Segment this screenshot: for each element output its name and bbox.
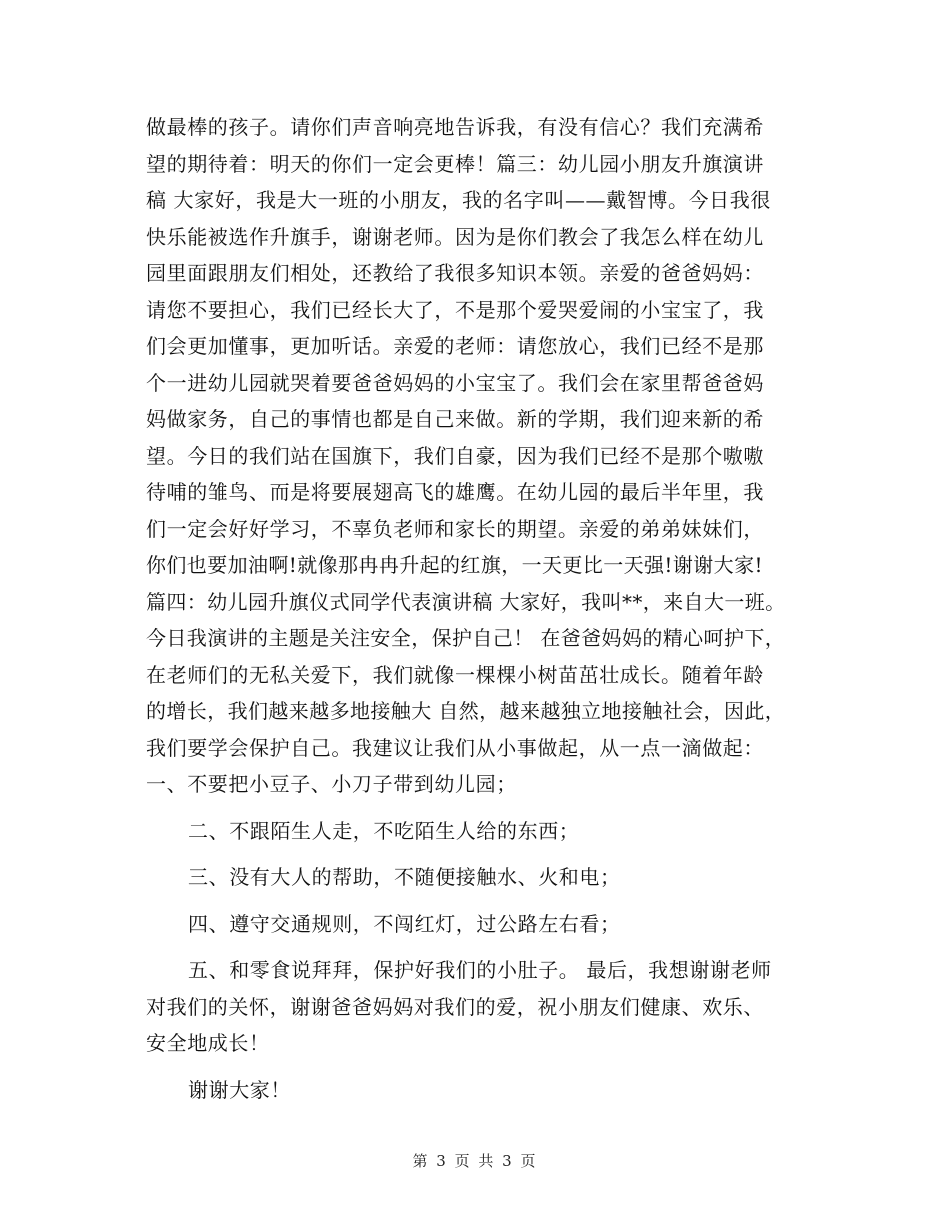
- body-text: [146, 109, 806, 1108]
- page-footer: 第 3 页 共 3 页: [412, 1152, 538, 1170]
- text-line: 请您不要担心，我们已经长大了，不是那个爱哭爱闹的小宝宝了，我: [146, 297, 764, 322]
- text-line: 我们要学会保护自己。我建议让我们从小事做起，从一点一滴做起：: [146, 735, 764, 760]
- text-line: 你们也要加油啊!就像那冉冉升起的红旗，一天更比一天强!谢谢大家!: [146, 553, 763, 577]
- list-item: 三、没有大人的帮助，不随便接触水、火和电；: [188, 865, 621, 889]
- text-line: 今日我演讲的主题是关注安全，保护自己！ 在爸爸妈妈的精心呵护下，: [146, 626, 786, 650]
- text-line: 稿 大家好，我是大一班的小朋友，我的名字叫——戴智博。今日我很: [146, 188, 771, 212]
- text-line: 快乐能被选作升旗手，谢谢老师。因为是你们教会了我怎么样在幼儿: [146, 224, 764, 249]
- text-line: 对我们的关怀，谢谢爸爸妈妈对我们的爱，祝小朋友们健康、欢乐、: [146, 994, 764, 1019]
- text-line: 们会更加懂事，更加听话。亲爱的老师：请您放心，我们已经不是那: [146, 334, 764, 358]
- text-line: 们一定会好好学习，不辜负老师和家长的期望。亲爱的弟弟妹妹们，: [146, 516, 764, 541]
- closing-thanks: 谢谢大家！: [188, 1077, 291, 1102]
- text-line: 望的期待着：明天的你们一定会更棒！篇三：幼儿园小朋友升旗演讲: [146, 151, 764, 176]
- text-line: 个一进幼儿园就哭着要爸爸妈妈的小宝宝了。我们会在家里帮爸爸妈: [146, 370, 764, 395]
- list-item: 五、和零食说拜拜，保护好我们的小肚子。 最后，我想谢谢老师: [188, 958, 772, 982]
- list-item: 二、不跟陌生人走，不吃陌生人给的东西；: [188, 818, 580, 843]
- text-line: 篇四：幼儿园升旗仪式同学代表演讲稿 大家好，我叫**，来自大一班。: [146, 589, 786, 614]
- text-line: 妈做家务，自己的事情也都是自己来做。新的学期，我们迎来新的希: [146, 407, 764, 431]
- text-line: 安全地成长！: [146, 1031, 270, 1055]
- list-item: 四、遵守交通规则，不闯红灯，过公路左右看；: [188, 911, 621, 936]
- list-item: 一、不要把小豆子、小刀子带到幼儿园；: [146, 772, 517, 796]
- text-line: 待哺的雏鸟、而是将要展翅高飞的雄鹰。在幼儿园的最后半年里，我: [146, 480, 764, 504]
- text-line: 园里面跟朋友们相处，还教给了我很多知识本领。亲爱的爸爸妈妈：: [146, 261, 764, 285]
- text-line: 的增长，我们越来越多地接触大 自然，越来越独立地接触社会，因此，: [146, 699, 786, 723]
- text-line: 在老师们的无私关爱下，我们就像一棵棵小树苗茁壮成长。随着年龄: [146, 662, 764, 687]
- text-line: 望。今日的我们站在国旗下，我们自豪，因为我们已经不是那个嗷嗷: [146, 443, 764, 468]
- text-line: 做最棒的孩子。请你们声音响亮地告诉我，有没有信心？我们充满希: [146, 115, 764, 139]
